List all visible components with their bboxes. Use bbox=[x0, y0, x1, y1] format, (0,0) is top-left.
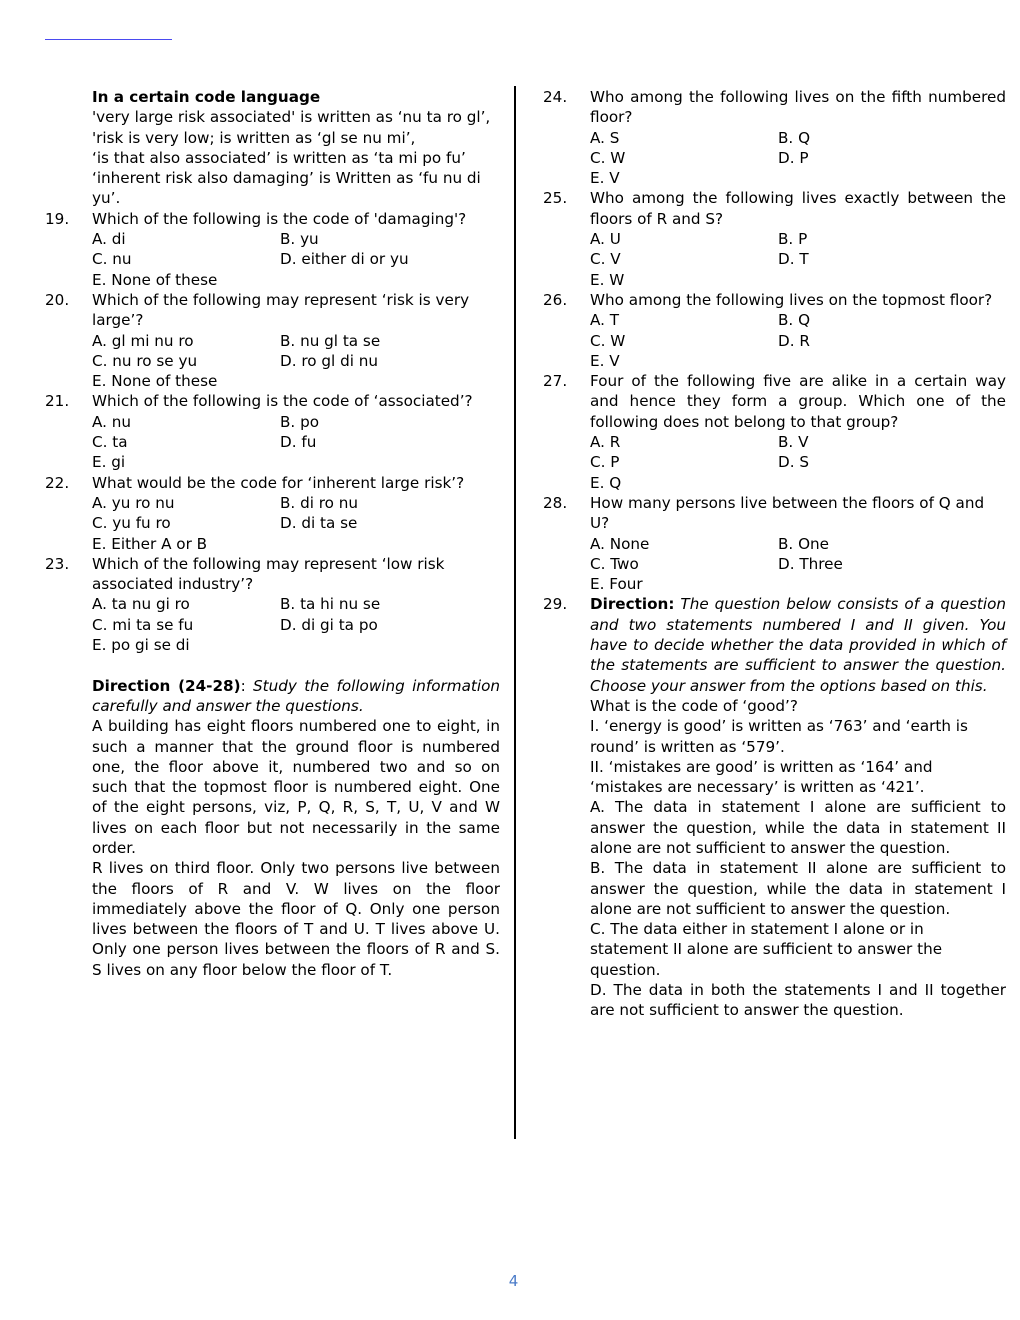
option-a[interactable]: A. T bbox=[590, 311, 620, 330]
options bbox=[92, 493, 500, 554]
option-d[interactable]: D. The data in both the statements I and II together are not sufficient to answer the question. bbox=[590, 981, 1006, 1020]
question-number: 22. bbox=[45, 473, 70, 492]
option-e[interactable]: E. None of these bbox=[92, 372, 218, 391]
option-b[interactable]: B. V bbox=[778, 433, 809, 452]
question-text: Which of the following is the code of ‘associated’? bbox=[92, 392, 473, 411]
options bbox=[590, 128, 1006, 189]
option-d[interactable]: D. S bbox=[778, 453, 809, 472]
option-c[interactable]: C. P bbox=[590, 453, 620, 472]
direction-instruction: Study the following information carefully and answer the questions. bbox=[92, 676, 500, 715]
option-c[interactable]: C. Two bbox=[590, 554, 639, 573]
intro-line: ‘inherent risk also damaging’ is Written as ‘fu nu di yu’. bbox=[92, 169, 481, 208]
question-21 bbox=[45, 391, 500, 472]
option-d[interactable]: D. R bbox=[778, 331, 810, 350]
question-text: Four of the following five are alike in a certain way and hence they form a group. Which one of the following does not belong to that group? bbox=[590, 372, 1006, 431]
question-number: 25. bbox=[543, 189, 568, 208]
question-number: 26. bbox=[543, 290, 568, 309]
intro-line: 'risk is very low; is written as ‘gl se nu mi’, bbox=[92, 128, 416, 147]
option-c[interactable]: C. W bbox=[590, 148, 626, 167]
question-text: Who among the following lives on the fifth numbered floor? bbox=[590, 88, 1006, 127]
options bbox=[590, 310, 1006, 371]
option-b[interactable]: B. The data in statement II alone are sufficient to answer the question, while the data in statement I alone are not sufficient to answer the question. bbox=[590, 859, 1006, 918]
option-c[interactable]: C. W bbox=[590, 331, 626, 350]
option-b[interactable]: B. nu gl ta se bbox=[280, 331, 381, 350]
options bbox=[92, 412, 500, 473]
question-number: 21. bbox=[45, 392, 70, 411]
direction-paragraph bbox=[590, 594, 1006, 695]
question-text: What would be the code for ‘inherent large risk’? bbox=[92, 473, 465, 492]
option-e[interactable]: E. po gi se di bbox=[92, 636, 190, 655]
question-text: Which of the following is the code of 'damaging'? bbox=[92, 209, 467, 228]
direction-heading bbox=[92, 676, 500, 717]
question-29 bbox=[543, 594, 1006, 1020]
option-a[interactable]: A. nu bbox=[92, 412, 132, 431]
question-24 bbox=[543, 87, 1006, 188]
option-a[interactable]: A. ta nu gi ro bbox=[92, 595, 190, 614]
question-number: 29. bbox=[543, 595, 568, 614]
intro-line: ‘is that also associated’ is written as ‘ta mi po fu’ bbox=[92, 148, 466, 167]
option-c[interactable]: C. yu fu ro bbox=[92, 514, 171, 533]
option-b[interactable]: B. ta hi nu se bbox=[280, 595, 381, 614]
option-d[interactable]: D. P bbox=[778, 148, 809, 167]
question-28 bbox=[543, 493, 1006, 594]
question-text: Which of the following may represent ‘risk is very large’? bbox=[92, 290, 470, 330]
option-a[interactable]: A. S bbox=[590, 128, 620, 147]
question-number: 20. bbox=[45, 290, 70, 309]
question-number: 19. bbox=[45, 209, 70, 228]
option-a[interactable]: A. di bbox=[92, 230, 126, 249]
question-text: How many persons live between the floors of Q and U? bbox=[590, 493, 985, 533]
page-number: 4 bbox=[508, 1272, 519, 1290]
option-b[interactable]: B. P bbox=[778, 230, 808, 249]
option-b[interactable]: B. di ro nu bbox=[280, 493, 359, 512]
left-column bbox=[45, 87, 500, 980]
option-a[interactable]: A. R bbox=[590, 433, 621, 452]
direction-label: Direction (24-28) bbox=[92, 676, 241, 695]
direction-label: Direction: bbox=[590, 595, 675, 614]
question-number: 23. bbox=[45, 554, 70, 573]
options bbox=[590, 534, 1006, 595]
options bbox=[590, 432, 1006, 493]
option-c[interactable]: C. nu bbox=[92, 250, 132, 269]
options bbox=[92, 229, 500, 290]
option-d[interactable]: D. either di or yu bbox=[280, 250, 409, 269]
statement-1: I. ‘energy is good’ is written as ‘763’ and ‘earth is round’ is written as ‘579’. bbox=[590, 717, 968, 756]
option-a[interactable]: A. U bbox=[590, 230, 621, 249]
options bbox=[92, 594, 500, 655]
option-e[interactable]: E. None of these bbox=[92, 270, 218, 289]
option-b[interactable]: B. po bbox=[280, 412, 320, 431]
option-c[interactable]: C. The data either in statement I alone or in statement II alone are sufficient to answer the question. bbox=[590, 920, 943, 979]
option-b[interactable]: B. yu bbox=[280, 230, 319, 249]
building-description: A building has eight floors numbered one to eight, in such a manner that the ground floor is numbered one, the floor above it, numbered two and so on such that the topmost floor is numbered eight. One of the eight persons, viz, P, Q, R, S, T, U, V and W lives on each floor but not necessarily in the same order. bbox=[92, 717, 500, 857]
options bbox=[590, 229, 1006, 290]
intro-title: In a certain code language bbox=[92, 88, 321, 106]
right-column bbox=[543, 87, 1006, 1021]
option-d[interactable]: D. ro gl di nu bbox=[280, 351, 379, 370]
question-text: Which of the following may represent ‘low risk associated industry’? bbox=[92, 554, 445, 594]
code-language-intro bbox=[45, 87, 500, 209]
option-b[interactable]: B. One bbox=[778, 534, 829, 553]
option-c[interactable]: C. nu ro se yu bbox=[92, 351, 198, 370]
option-b[interactable]: B. Q bbox=[778, 128, 811, 147]
question-27 bbox=[543, 371, 1006, 493]
option-d[interactable]: D. di gi ta po bbox=[280, 615, 378, 634]
question-text: Who among the following lives on the topmost floor? bbox=[590, 290, 993, 309]
option-d[interactable]: D. T bbox=[778, 250, 809, 269]
question-number: 27. bbox=[543, 372, 568, 391]
question-text: What is the code of ‘good’? bbox=[590, 696, 798, 715]
direction-24-28 bbox=[45, 676, 500, 980]
statement-2: II. ‘mistakes are good’ is written as ‘164’ and ‘mistakes are necessary’ is written as ‘421’. bbox=[590, 757, 933, 797]
question-25 bbox=[543, 188, 1006, 289]
option-e[interactable]: E. W bbox=[590, 270, 625, 289]
direction-colon: : bbox=[240, 676, 246, 695]
question-number: 28. bbox=[543, 493, 568, 512]
option-b[interactable]: B. Q bbox=[778, 311, 811, 330]
spacer bbox=[45, 655, 500, 675]
option-a[interactable]: A. None bbox=[590, 534, 650, 553]
option-c[interactable]: C. mi ta se fu bbox=[92, 615, 194, 634]
option-e[interactable]: E. V bbox=[590, 351, 620, 370]
option-d[interactable]: D. Three bbox=[778, 554, 843, 573]
option-c[interactable]: C. V bbox=[590, 250, 621, 269]
options bbox=[92, 331, 500, 392]
option-c[interactable]: C. ta bbox=[92, 433, 128, 452]
option-e[interactable]: E. Either A or B bbox=[92, 534, 208, 553]
floor-conditions: R lives on third floor. Only two persons live between the floors of R and V. W lives on the floor immediately above the floor of Q. Only one person lives between the floors of T and U. T lives above U. Only one person lives between the floors of R and S. S lives on any floor below the floor of T. bbox=[92, 859, 500, 979]
question-19 bbox=[45, 209, 500, 290]
question-22 bbox=[45, 473, 500, 554]
option-d[interactable]: D. di ta se bbox=[280, 514, 358, 533]
header-rule bbox=[45, 39, 172, 40]
intro-line: 'very large risk associated' is written as ‘nu ta ro gl’, bbox=[92, 108, 491, 127]
question-26 bbox=[543, 290, 1006, 371]
question-number: 24. bbox=[543, 88, 568, 106]
option-a[interactable]: A. The data in statement I alone are sufficient to answer the question, while the data in statement II alone are not sufficient to answer the question. bbox=[590, 798, 1006, 857]
question-text: Who among the following lives exactly between the floors of R and S? bbox=[590, 189, 1006, 228]
option-d[interactable]: D. fu bbox=[280, 433, 317, 452]
question-23 bbox=[45, 554, 500, 655]
option-e[interactable]: E. Four bbox=[590, 575, 643, 594]
option-e[interactable]: E. gi bbox=[92, 453, 126, 472]
option-a[interactable]: A. yu ro nu bbox=[92, 493, 175, 512]
option-a[interactable]: A. gl mi nu ro bbox=[92, 331, 194, 350]
column-divider bbox=[514, 86, 516, 1139]
option-e[interactable]: E. V bbox=[590, 169, 620, 188]
option-e[interactable]: E. Q bbox=[590, 473, 622, 492]
question-20 bbox=[45, 290, 500, 391]
direction-text: The question below consists of a question and two statements numbered I and II given. You have to decide whether the data provided in which of the statements are sufficient to answer the question. Choose your answer from the options based on this. bbox=[590, 595, 1006, 695]
